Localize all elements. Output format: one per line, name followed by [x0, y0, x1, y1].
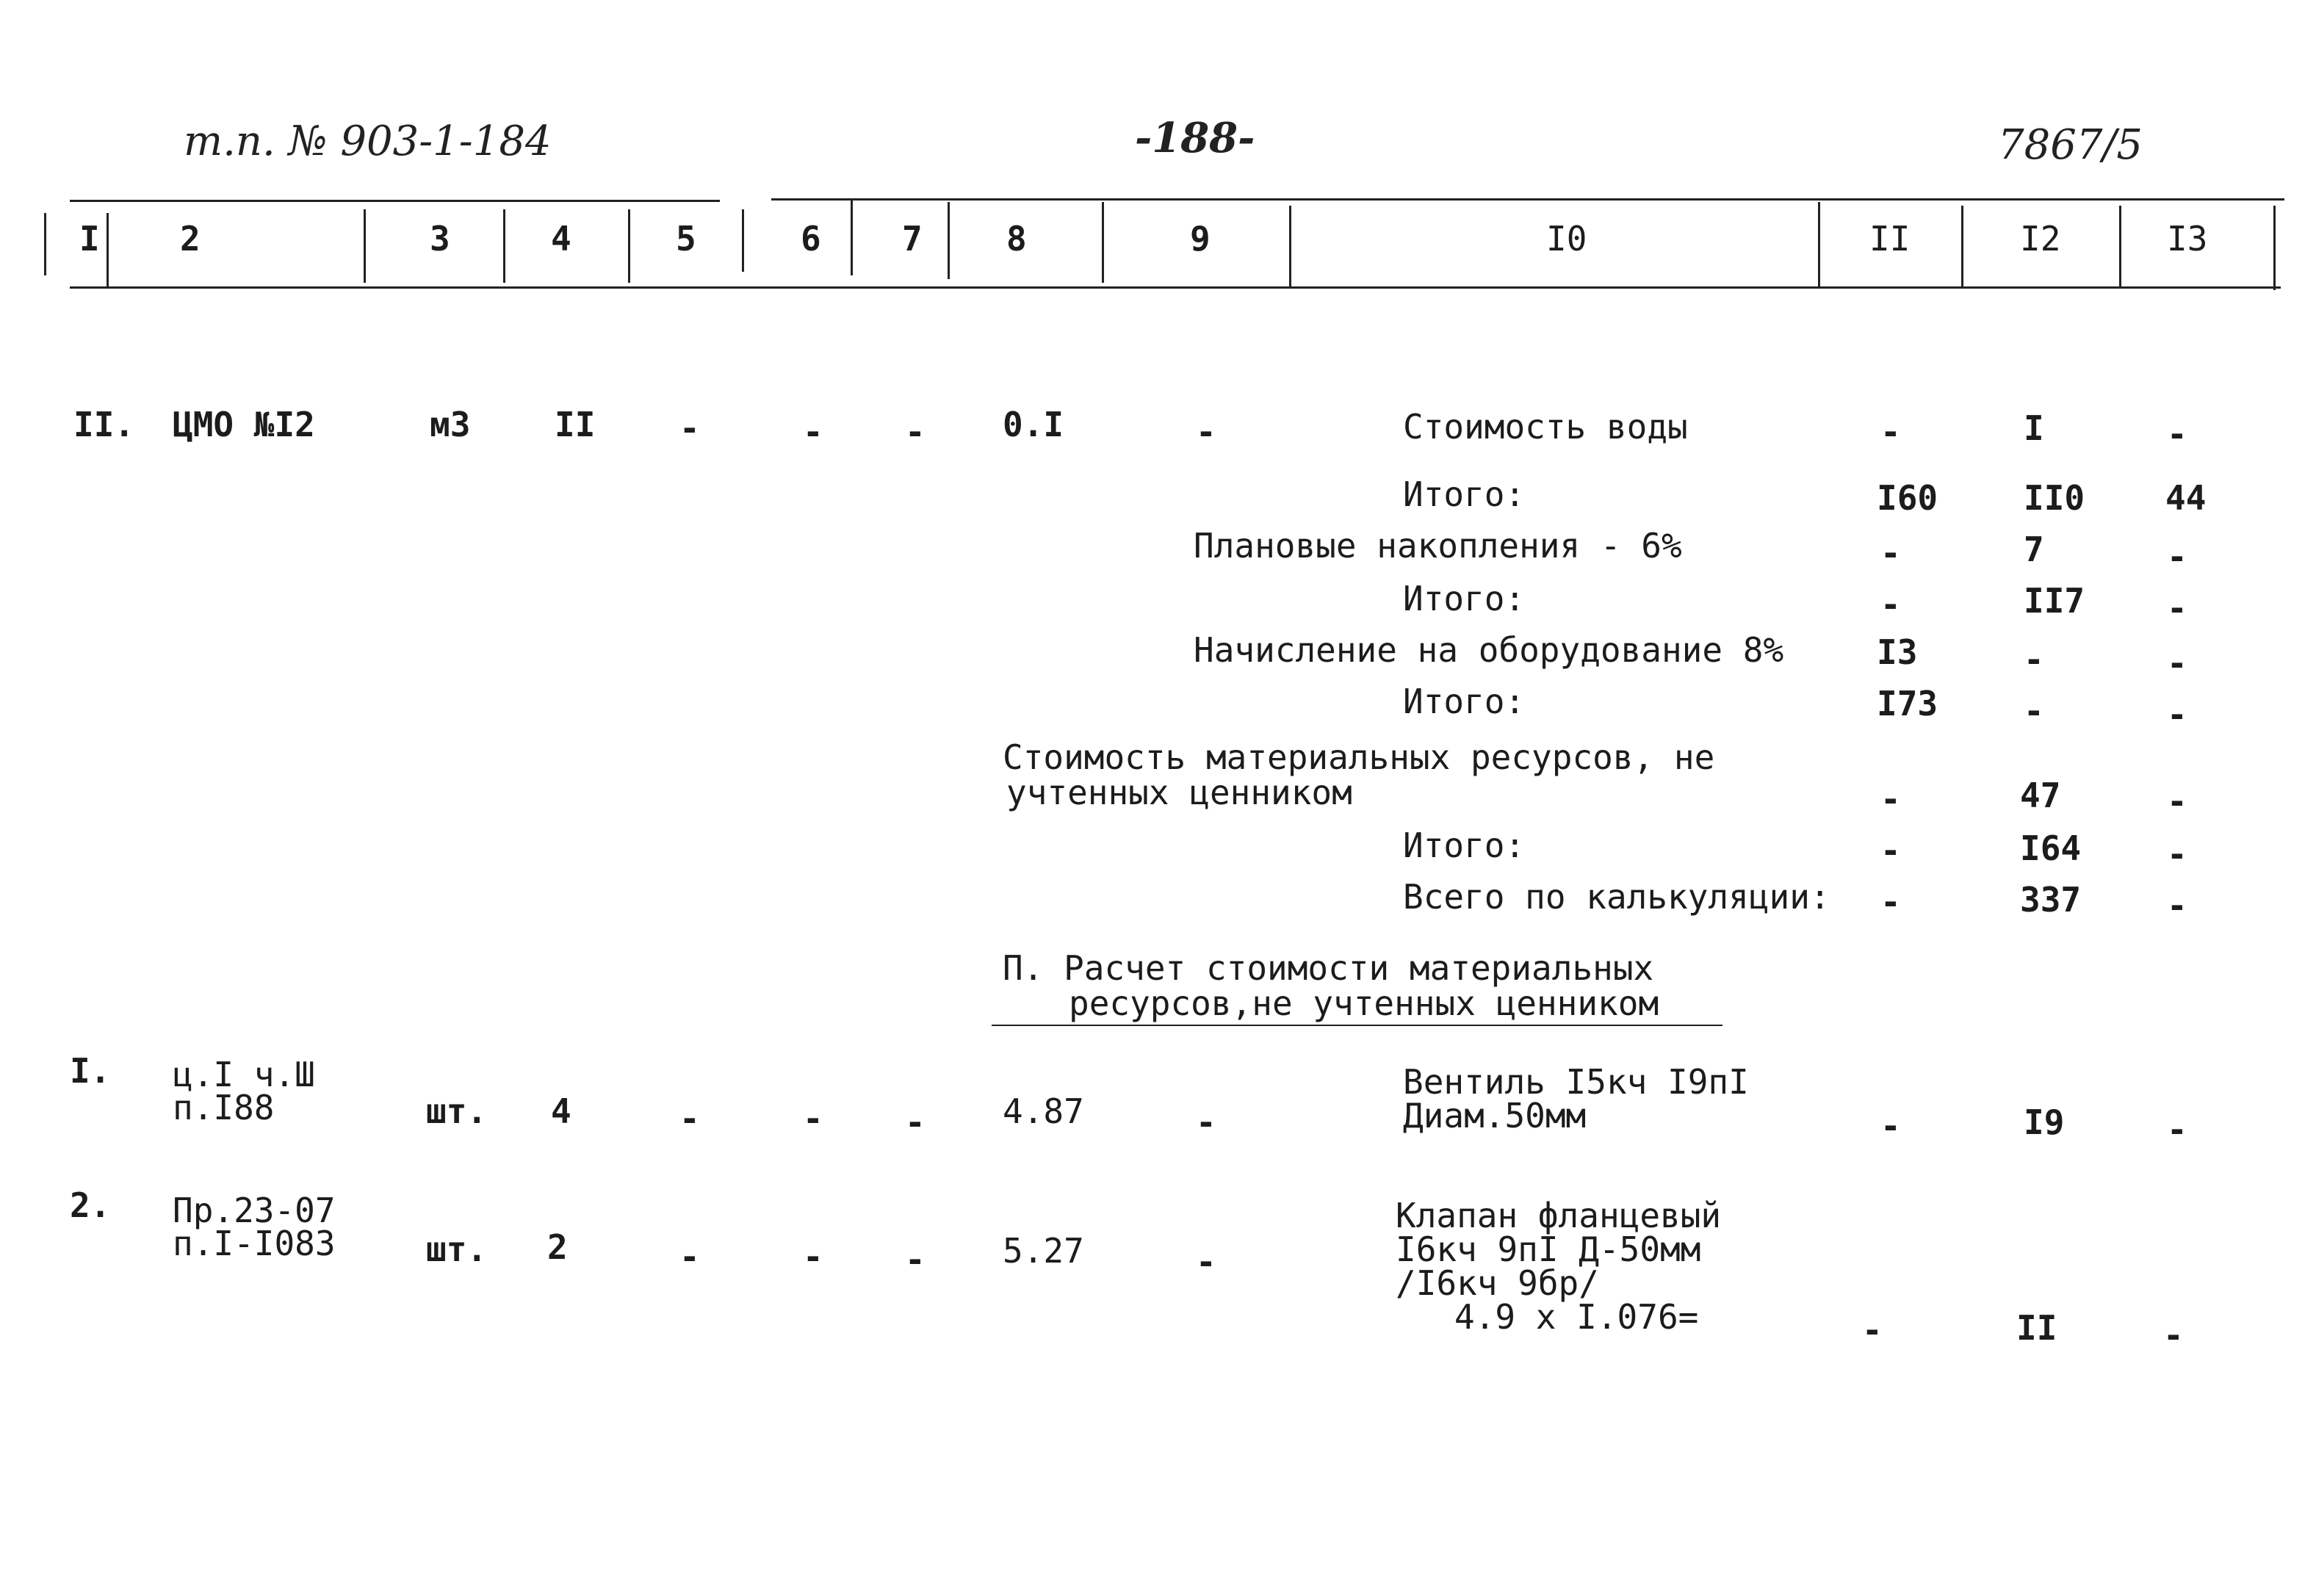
column-divider	[503, 209, 505, 283]
item-quantity: 4	[551, 1091, 571, 1131]
total-col11: I73	[1877, 684, 1938, 723]
column-divider	[107, 213, 109, 286]
header-bottom-rule	[70, 286, 2281, 289]
total-col11: -	[1880, 779, 1901, 819]
total-col11: -	[1880, 882, 1901, 922]
item-code: п.I88	[173, 1088, 275, 1127]
item-col5: -	[679, 1099, 700, 1138]
section-heading: ресурсов,не учтенных ценником	[1069, 983, 1659, 1023]
total-col12: 47	[2020, 776, 2061, 815]
total-label: Итого:	[1403, 579, 1526, 618]
column-header-10: I0	[1546, 219, 1587, 259]
row-col9: -	[1196, 412, 1216, 452]
header-top-rule	[70, 200, 720, 202]
column-header-6: 6	[801, 219, 821, 259]
section-underline	[992, 1025, 1722, 1026]
total-col11: -	[1880, 831, 1901, 870]
total-col13: 44	[2165, 478, 2207, 518]
total-label: Итого:	[1403, 474, 1526, 514]
total-col12: II7	[2024, 581, 2085, 621]
item-description: 4.9 х I.076=	[1454, 1297, 1699, 1337]
total-col12: II0	[2024, 478, 2085, 518]
item-col13: -	[2167, 1110, 2187, 1149]
row-col8: 0.I	[1003, 405, 1064, 444]
total-label: Стоимость материальных ресурсов, не	[1003, 737, 1715, 777]
total-col12: 337	[2020, 880, 2082, 920]
column-header-11: II	[1869, 219, 1911, 259]
header-top-rule	[771, 198, 2284, 201]
total-col11: I60	[1877, 478, 1938, 518]
column-divider	[948, 202, 950, 279]
total-label: Начисление на оборудование 8%	[1194, 630, 1784, 670]
total-col12: I64	[2020, 828, 2082, 868]
total-col12: -	[2024, 640, 2044, 679]
row-col7: -	[905, 412, 926, 452]
document-reference: т.п. № 903-1-184	[184, 118, 552, 165]
row-col6: -	[803, 412, 823, 452]
column-divider	[851, 198, 853, 275]
column-divider	[742, 209, 744, 272]
item-col6: -	[803, 1237, 823, 1277]
item-col9: -	[1196, 1102, 1216, 1142]
item-description: Клапан фланцевый	[1396, 1196, 1722, 1235]
item-col6: -	[803, 1099, 823, 1138]
sheet-reference: 7867/5	[1998, 121, 2143, 169]
total-label: Плановые накопления - 6%	[1194, 526, 1682, 566]
total-col11: I3	[1877, 632, 1918, 672]
total-col11: -	[1880, 533, 1901, 573]
item-code: п.I-I083	[173, 1224, 336, 1263]
item-col8: 5.27	[1003, 1231, 1084, 1271]
item-col7: -	[905, 1102, 926, 1142]
column-header-5: 5	[676, 219, 696, 259]
total-label: Итого:	[1403, 826, 1526, 865]
row-col13: -	[2167, 414, 2187, 454]
total-col13: -	[2167, 886, 2187, 925]
item-unit: шт.	[426, 1091, 488, 1131]
item-col11: -	[1862, 1310, 1883, 1350]
total-label: Итого:	[1403, 682, 1526, 721]
column-divider	[1961, 206, 1963, 286]
item-description: Вентиль I5кч I9пI	[1403, 1062, 1749, 1102]
grand-total-label: Всего по калькуляции:	[1403, 877, 1830, 917]
row-number: II.	[73, 405, 135, 444]
item-col11: -	[1880, 1106, 1901, 1146]
total-col13: -	[2167, 643, 2187, 683]
item-code: ц.I ч.Ш	[173, 1055, 315, 1094]
column-divider	[2273, 206, 2276, 290]
column-header-8: 8	[1006, 219, 1027, 259]
item-quantity: 2	[547, 1227, 568, 1267]
column-divider	[628, 209, 630, 283]
column-header-4: 4	[551, 219, 571, 259]
column-header-12: I2	[2020, 219, 2061, 259]
total-label: учтенных ценником	[1006, 773, 1352, 812]
column-header-3: 3	[430, 219, 450, 259]
total-col13: -	[2167, 695, 2187, 734]
column-header-9: 9	[1190, 219, 1211, 259]
total-col12: -	[2024, 691, 2044, 731]
item-col7: -	[905, 1240, 926, 1279]
row-col5: -	[679, 408, 700, 448]
total-col11: -	[1880, 585, 1901, 624]
column-divider	[1102, 202, 1104, 283]
row-unit: м3	[430, 405, 471, 444]
column-divider	[2119, 206, 2121, 286]
row-description: Стоимость воды	[1403, 407, 1688, 447]
page-number: -188-	[1135, 114, 1255, 162]
column-divider	[1289, 206, 1291, 286]
item-unit: шт.	[426, 1230, 488, 1269]
item-description: /I6кч 9бр/	[1396, 1263, 1599, 1303]
item-col13: -	[2163, 1315, 2184, 1355]
column-divider	[44, 213, 46, 275]
row-col11: -	[1880, 412, 1901, 452]
column-header-7: 7	[902, 219, 923, 259]
column-divider	[1818, 202, 1820, 286]
item-description: I6кч 9пI Д-50мм	[1396, 1230, 1701, 1269]
item-col5: -	[679, 1237, 700, 1277]
column-divider	[364, 209, 366, 283]
column-header-1: I	[79, 219, 100, 259]
item-description: Диам.50мм	[1403, 1096, 1587, 1135]
total-col13: -	[2167, 537, 2187, 577]
item-col12: I9	[2024, 1102, 2065, 1142]
total-col13: -	[2167, 588, 2187, 628]
item-col8: 4.87	[1003, 1091, 1084, 1131]
item-col9: -	[1196, 1242, 1216, 1282]
row-code: ЦМО №I2	[173, 405, 315, 444]
item-number: 2.	[70, 1185, 111, 1225]
column-header-2: 2	[180, 219, 201, 259]
row-col12: I	[2024, 408, 2044, 448]
item-col12: II	[2016, 1308, 2057, 1348]
column-header-13: I3	[2167, 219, 2208, 259]
item-number: I.	[70, 1051, 111, 1091]
item-code: Пр.23-07	[173, 1191, 336, 1230]
section-heading: П. Расчет стоимости материальных	[1003, 948, 1654, 988]
total-col13: -	[2167, 781, 2187, 821]
total-col12: 7	[2024, 530, 2044, 569]
row-quantity: II	[555, 405, 596, 444]
total-col13: -	[2167, 834, 2187, 874]
